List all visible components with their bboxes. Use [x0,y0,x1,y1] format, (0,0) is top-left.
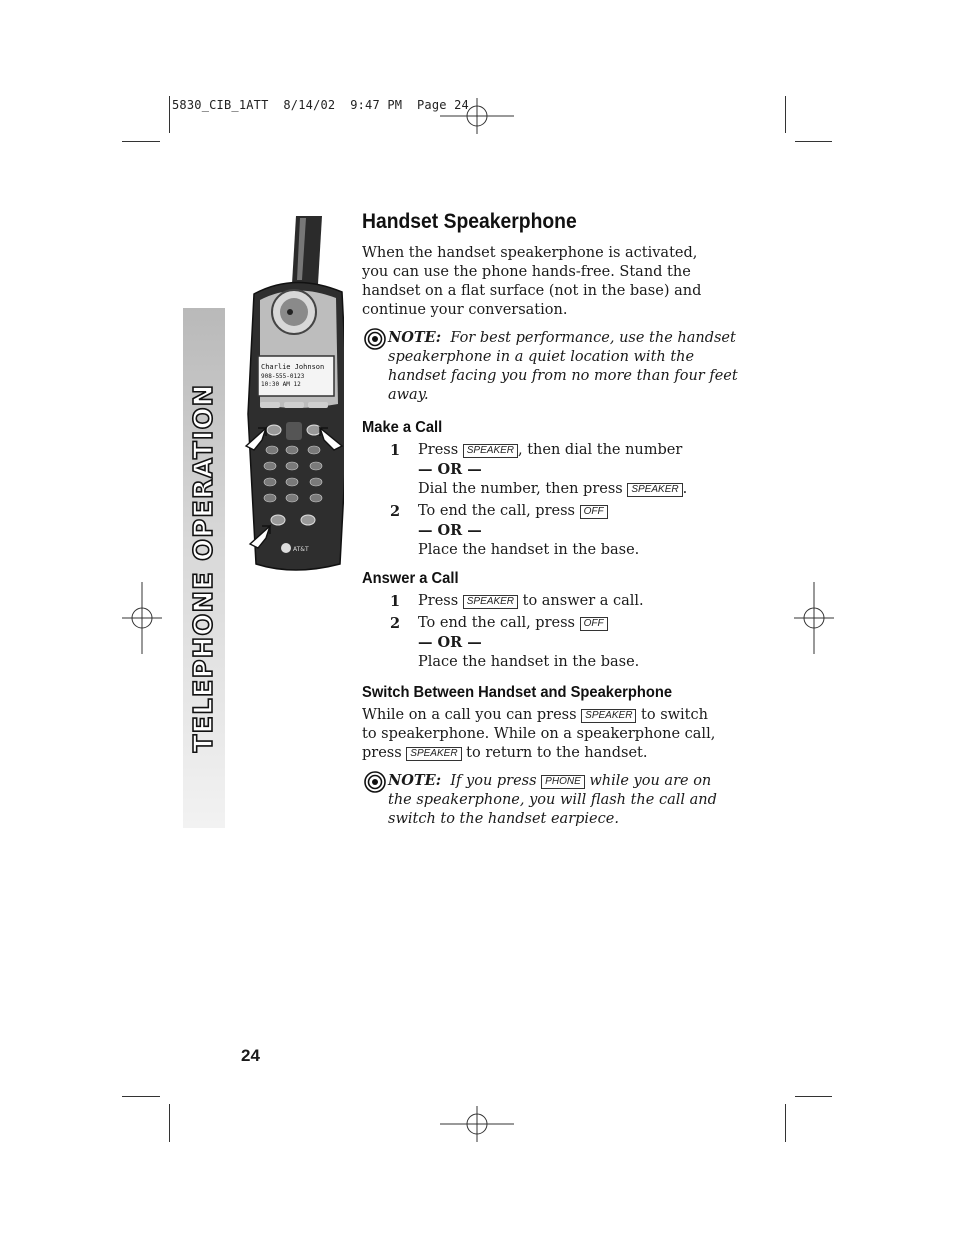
note-target-icon [362,771,388,793]
speaker-key-icon: SPEAKER [627,483,682,497]
sidebar-title: TELEPHONE OPERATION [189,383,219,753]
print-slug: 5830_CIB_1ATT 8/14/02 9:47 PM Page 24 [172,98,469,112]
speaker-key-icon: SPEAKER [406,747,461,761]
intro-paragraph: When the handset speakerphone is activated, you can use the phone hands-free. Stand the handset on a flat surface (not in the base) and continue your conversation. [362,245,702,318]
registration-mark-left [122,580,162,656]
handset-illustration [244,214,344,574]
step-make-2: 2 To end the call, press OFF — OR — Place the handset in the base. [390,503,640,558]
speaker-key-icon: SPEAKER [581,709,636,723]
speaker-key-icon: SPEAKER [463,595,518,609]
display-line-1: Charlie Johnson [261,363,325,371]
page-title: Handset Speakerphone [362,210,577,233]
off-key-icon: OFF [580,505,608,519]
phone-key-icon: PHONE [541,775,585,789]
step-answer-2: 2 To end the call, press OFF — OR — Place the handset in the base. [390,615,640,670]
heading-make-a-call: Make a Call [362,419,443,436]
main-content [362,210,742,829]
display-line-2: 908-555-0123 [261,373,305,380]
heading-switch: Switch Between Handset and Speakerphone [362,684,673,701]
display-line-3: 10:30 AM 12 [261,381,301,388]
brand-logo: AT&T [293,546,309,553]
section-sidebar [183,308,225,828]
note-performance [362,328,742,405]
note-target-icon [362,328,388,350]
switch-paragraph: While on a call you can press SPEAKER to switch to speakerphone. While on a speakerphone call, press SPEAKER to return to the handset. [362,707,716,761]
note-flash: NOTE: If you press PHONE while you are on the speakerphone, you will flash the call and switch to the handset earpiece. [362,771,742,829]
heading-answer-a-call: Answer a Call [362,570,459,587]
note-label: NOTE: [388,329,442,346]
step-make-1: 1 Press SPEAKER , then dial the number — OR — Dial the number, then press SPEAKER . [390,442,688,497]
registration-mark-right [794,580,834,656]
speaker-key-icon: SPEAKER [463,444,518,458]
registration-mark-top [440,96,516,136]
note-label: NOTE: [388,772,442,789]
step-answer-1: 1 Press SPEAKER to answer a call. [390,593,644,610]
note-text: For best performance, use the handset speakerphone in a quiet location with the handset facing you from no more than four feet away. [388,330,738,403]
off-key-icon: OFF [580,617,608,631]
page-number: 24 [241,1046,260,1065]
registration-mark-bottom [440,1104,516,1144]
